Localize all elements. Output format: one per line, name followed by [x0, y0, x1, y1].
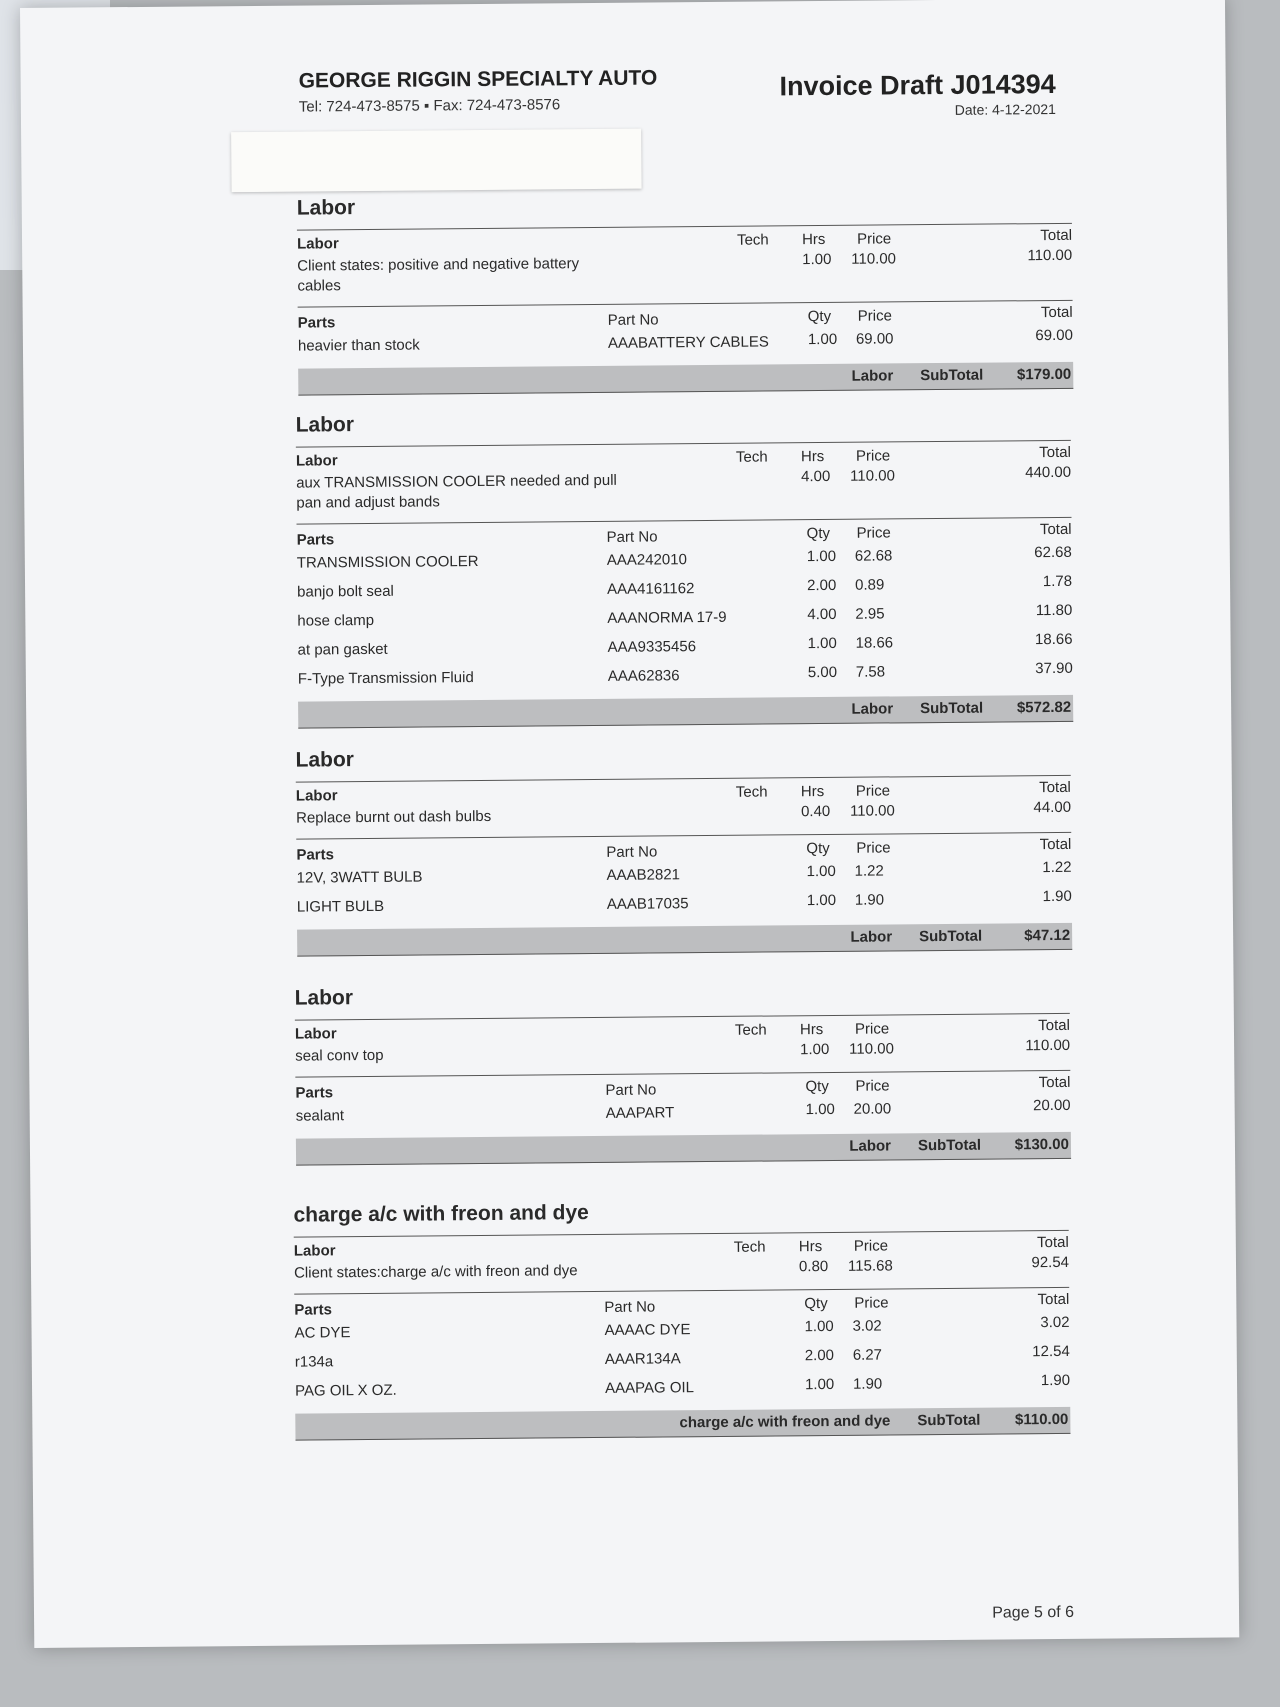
parts-header: Parts: [294, 1301, 332, 1319]
price-header: Price: [855, 447, 891, 465]
part-description: F-Type Transmission Fluid: [297, 669, 474, 688]
qty-header: Qty: [806, 524, 831, 543]
labor-price: 110.00: [849, 802, 895, 820]
labor-price: 115.68: [847, 1257, 893, 1275]
part-total: 1.90: [1040, 1371, 1071, 1390]
part-total: 11.80: [1035, 601, 1073, 620]
labor-description: aux TRANSMISSION COOLER needed and pull: [296, 471, 617, 492]
labor-hrs: 0.80: [798, 1257, 829, 1276]
parts-header: Parts: [297, 314, 336, 332]
subtotal-word: SubTotal: [917, 1411, 981, 1430]
subtotal-word: SubTotal: [917, 1136, 982, 1155]
invoice-date: Date: 4-12-2021: [954, 100, 1056, 118]
part-qty: 1.00: [804, 1317, 834, 1336]
labor-price: 110.00: [850, 467, 895, 485]
labor-hrs: 4.00: [801, 467, 831, 486]
labor-description: cables: [297, 277, 341, 295]
part-qty: 5.00: [807, 663, 838, 682]
tech-header: Tech: [735, 448, 768, 466]
subtotal-word: SubTotal: [920, 699, 984, 718]
labor-header: Labor: [294, 1025, 337, 1043]
invoice-page: [20, 0, 1239, 1648]
part-number: AAA62836: [607, 667, 680, 685]
part-number: AAA242010: [606, 551, 687, 569]
tech-header: Tech: [735, 783, 768, 801]
part-description: LIGHT BULB: [296, 897, 385, 916]
part-no-header: Part No: [606, 528, 658, 546]
hrs-header: Hrs: [799, 1021, 824, 1039]
labor-block: [295, 1013, 1070, 1077]
part-number: AAANORMA 17-9: [607, 608, 727, 627]
part-price: 7.58: [855, 663, 886, 681]
subtotal-value: $130.00: [1014, 1135, 1070, 1154]
company-name: GEORGE RIGGIN SPECIALTY AUTO: [298, 66, 658, 93]
qty-header: Qty: [805, 1077, 829, 1096]
labor-header: Labor: [296, 235, 339, 253]
section-title: Labor: [295, 748, 355, 772]
total-header: Total: [1040, 303, 1073, 322]
part-description: AC DYE: [294, 1324, 351, 1342]
subtotal-bar: [298, 362, 1073, 396]
part-total: 20.00: [1032, 1096, 1071, 1115]
parts-header: Parts: [296, 846, 335, 864]
hrs-header: Hrs: [801, 230, 826, 249]
price-header: Price: [854, 1294, 889, 1312]
parts-block: [295, 1070, 1070, 1133]
section-title: Labor: [296, 196, 356, 220]
part-description: TRANSMISSION COOLER: [296, 553, 479, 572]
hrs-header: Hrs: [800, 447, 825, 466]
labor-total: 110.00: [1025, 1036, 1071, 1055]
part-price: 1.90: [854, 891, 885, 909]
labor-total: 92.54: [1031, 1253, 1070, 1272]
part-no-header: Part No: [605, 1081, 657, 1099]
part-total: 18.66: [1034, 630, 1073, 649]
labor-header: Labor: [293, 1242, 336, 1260]
part-price: 0.89: [854, 576, 885, 594]
part-qty: 2.00: [804, 1346, 835, 1365]
labor-section: [295, 977, 1072, 1166]
labor-section: [293, 1194, 1070, 1441]
part-qty: 1.00: [806, 891, 837, 910]
subtotal-label: charge a/c with freon and dye: [679, 1412, 891, 1432]
company-contact: Tel: 724-473-8575 ▪ Fax: 724-473-8576: [298, 96, 561, 116]
part-total: 12.54: [1032, 1342, 1070, 1361]
total-header: Total: [1039, 443, 1071, 462]
part-description: hose clamp: [297, 611, 375, 630]
total-header: Total: [1038, 1016, 1070, 1035]
hrs-header: Hrs: [798, 1238, 823, 1256]
labor-header: Labor: [295, 787, 338, 805]
labor-block: [297, 223, 1073, 307]
labor-hrs: 1.00: [802, 250, 832, 269]
part-price: 6.27: [852, 1346, 883, 1364]
part-total: 1.90: [1042, 887, 1072, 906]
price-header: Price: [855, 782, 891, 800]
part-description: banjo bolt seal: [297, 582, 394, 601]
part-total: 37.90: [1035, 659, 1073, 678]
part-total: 1.22: [1042, 858, 1072, 877]
page-number: Page 5 of 6: [992, 1603, 1075, 1622]
subtotal-value: $47.12: [1024, 926, 1071, 945]
subtotal-label: Labor: [851, 367, 894, 385]
price-header: Price: [856, 839, 891, 857]
subtotal-value: $179.00: [1016, 365, 1072, 384]
part-description: sealant: [295, 1107, 345, 1125]
price-header: Price: [856, 524, 891, 542]
qty-header: Qty: [806, 839, 830, 858]
subtotal-value: $110.00: [1014, 1410, 1069, 1429]
labor-total: 440.00: [1025, 463, 1072, 482]
total-header: Total: [1037, 1233, 1069, 1252]
part-total: 1.78: [1042, 572, 1073, 591]
part-price: 18.66: [855, 634, 894, 652]
labor-block: [296, 775, 1071, 839]
labor-description: Client states:charge a/c with freon and dye: [293, 1262, 578, 1282]
parts-block: [298, 300, 1073, 363]
part-price: 2.95: [855, 605, 885, 623]
total-header: Total: [1038, 1073, 1071, 1092]
part-price: 1.22: [854, 862, 884, 880]
qty-header: Qty: [807, 307, 832, 326]
part-total: 69.00: [1035, 326, 1073, 345]
invoice-title: Invoice Draft J014394: [779, 68, 1056, 102]
part-total: 3.02: [1040, 1313, 1070, 1332]
part-total: 62.68: [1034, 543, 1072, 562]
parts-block: [297, 517, 1073, 696]
part-number: AAAPAG OIL: [604, 1379, 695, 1397]
labor-hrs: 1.00: [800, 1040, 830, 1059]
subtotal-word: SubTotal: [919, 927, 983, 946]
labor-total: 110.00: [1027, 246, 1073, 265]
part-qty: 1.00: [805, 1100, 835, 1119]
part-qty: 1.00: [806, 862, 836, 881]
part-description: heavier than stock: [297, 336, 420, 355]
part-number: AAAPART: [605, 1104, 675, 1122]
part-qty: 1.00: [806, 547, 837, 566]
parts-block: [296, 832, 1072, 924]
part-qty: 1.00: [807, 634, 837, 653]
part-description: r134a: [294, 1353, 334, 1371]
labor-total: 44.00: [1033, 798, 1072, 817]
labor-header: Labor: [295, 452, 338, 470]
redacted-address-label: [231, 129, 642, 193]
labor-section: [297, 187, 1074, 396]
part-number: AAAR134A: [604, 1350, 681, 1368]
subtotal-bar: [297, 923, 1072, 957]
tech-header: Tech: [736, 231, 769, 249]
part-number: AAABATTERY CABLES: [607, 333, 769, 352]
labor-description: Client states: positive and negative battery: [297, 255, 580, 275]
part-description: at pan gasket: [297, 640, 388, 659]
subtotal-value: $572.82: [1016, 698, 1072, 717]
part-price: 3.02: [852, 1317, 882, 1335]
total-header: Total: [1039, 835, 1072, 854]
labor-hrs: 0.40: [800, 802, 831, 821]
subtotal-bar: [295, 1407, 1070, 1441]
part-qty: 1.00: [807, 330, 838, 349]
part-price: 69.00: [855, 330, 894, 348]
total-header: Total: [1037, 1290, 1070, 1309]
price-header: Price: [857, 307, 892, 325]
price-header: Price: [856, 230, 892, 248]
labor-block: [296, 440, 1072, 524]
price-header: Price: [855, 1077, 890, 1095]
part-qty: 4.00: [807, 605, 837, 624]
part-number: AAA9335456: [607, 638, 697, 656]
labor-price: 110.00: [851, 250, 897, 268]
section-title: charge a/c with freon and dye: [293, 1201, 589, 1227]
labor-description: seal conv top: [295, 1046, 384, 1065]
labor-description: pan and adjust bands: [296, 493, 440, 512]
parts-block: [294, 1287, 1070, 1408]
labor-price: 110.00: [849, 1040, 894, 1058]
subtotal-bar: [298, 695, 1073, 729]
tech-header: Tech: [734, 1021, 767, 1039]
section-title: Labor: [295, 413, 355, 437]
subtotal-bar: [296, 1132, 1071, 1166]
part-number: AAAB2821: [606, 866, 681, 884]
part-no-header: Part No: [604, 1298, 656, 1316]
total-header: Total: [1039, 520, 1072, 539]
part-price: 20.00: [853, 1100, 892, 1118]
section-title: Labor: [294, 986, 354, 1010]
labor-section: [296, 404, 1074, 729]
hrs-header: Hrs: [800, 783, 825, 801]
subtotal-label: Labor: [851, 700, 894, 718]
labor-section: [295, 739, 1072, 957]
parts-header: Parts: [295, 1084, 334, 1102]
subtotal-word: SubTotal: [920, 366, 984, 385]
price-header: Price: [854, 1020, 890, 1038]
part-description: 12V, 3WATT BULB: [296, 868, 423, 887]
labor-description: Replace burnt out dash bulbs: [296, 807, 492, 827]
part-description: PAG OIL X OZ.: [295, 1381, 397, 1400]
part-number: AAAB17035: [606, 895, 689, 913]
price-header: Price: [853, 1237, 889, 1255]
part-number: AAAAC DYE: [604, 1321, 691, 1339]
qty-header: Qty: [804, 1295, 828, 1313]
labor-block: [294, 1230, 1069, 1294]
parts-header: Parts: [296, 531, 335, 549]
total-header: Total: [1040, 226, 1073, 245]
total-header: Total: [1039, 778, 1071, 797]
tech-header: Tech: [733, 1238, 766, 1256]
part-no-header: Part No: [607, 311, 659, 329]
subtotal-label: Labor: [849, 1137, 892, 1155]
part-price: 1.90: [852, 1375, 883, 1393]
part-qty: 1.00: [804, 1375, 835, 1394]
part-number: AAA4161162: [607, 580, 695, 598]
subtotal-label: Labor: [850, 928, 893, 946]
part-no-header: Part No: [606, 843, 658, 861]
part-qty: 2.00: [806, 576, 837, 595]
part-price: 62.68: [854, 547, 893, 565]
